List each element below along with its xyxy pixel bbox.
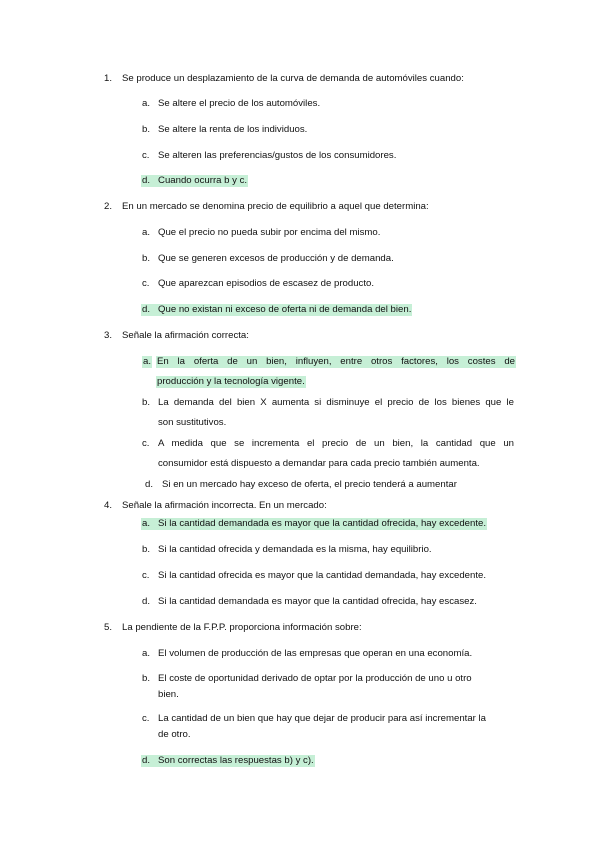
q5-option-c-line1: La cantidad de un bien que hay que dejar de producir para así incrementar la xyxy=(158,713,487,724)
q3-option-d-letter: d. xyxy=(145,479,154,490)
question-1-number: 1. xyxy=(104,73,113,84)
q1-option-b: Se altere la renta de los individuos. xyxy=(158,124,308,135)
q5-option-b-line2: bien. xyxy=(158,689,179,700)
q1-option-a-letter: a. xyxy=(142,98,151,109)
q5-option-c-letter: c. xyxy=(142,713,150,724)
question-1-text: Se produce un desplazamiento de la curva de demanda de automóviles cuando: xyxy=(122,73,464,84)
q2-option-d-highlight xyxy=(141,304,412,316)
q3-option-a-line1: En la oferta de un bien, influyen, entre otros factores, los costes de xyxy=(157,356,515,367)
q1-option-a: Se altere el precio de los automóviles. xyxy=(158,98,321,109)
question-3-number: 3. xyxy=(104,330,113,341)
q2-option-b: Que se generen excesos de producción y de demanda. xyxy=(158,253,394,264)
q4-option-d-letter: d. xyxy=(142,596,151,607)
question-3-text: Señale la afirmación correcta: xyxy=(122,330,249,341)
question-5-number: 5. xyxy=(104,622,113,633)
question-4-number: 4. xyxy=(104,500,113,511)
q3-option-b-line2: son sustitutivos. xyxy=(158,417,227,428)
q2-option-b-letter: b. xyxy=(142,253,151,264)
q5-option-a-letter: a. xyxy=(142,648,151,659)
q5-option-b-line1: El coste de oportunidad derivado de optar por la producción de uno u otro xyxy=(158,673,472,684)
q1-option-d-highlight xyxy=(141,175,248,187)
q1-option-c: Se alteren las preferencias/gustos de los consumidores. xyxy=(158,150,397,161)
q5-option-a: El volumen de producción de las empresas que operan en una economía. xyxy=(158,648,473,659)
q5-option-b-letter: b. xyxy=(142,673,151,684)
q3-option-b-line1: La demanda del bien X aumenta si disminuye el precio de los bienes que le xyxy=(158,397,514,408)
q4-option-a-highlight xyxy=(141,518,487,530)
q5-option-d-letter: d. xyxy=(142,755,151,766)
q5-option-d-highlight xyxy=(141,755,315,767)
q4-option-b-letter: b. xyxy=(142,544,151,555)
q1-option-c-letter: c. xyxy=(142,150,150,161)
q2-option-c: Que aparezcan episodios de escasez de producto. xyxy=(158,278,374,289)
q1-option-b-letter: b. xyxy=(142,124,151,135)
q5-option-c-line2: de otro. xyxy=(158,729,191,740)
q4-option-a-letter: a. xyxy=(142,518,151,529)
question-2-number: 2. xyxy=(104,201,113,212)
q2-option-d: Que no existan ni exceso de oferta ni de demanda del bien. xyxy=(158,304,412,315)
q1-option-d: Cuando ocurra b y c. xyxy=(158,175,248,186)
q4-option-d: Si la cantidad demandada es mayor que la cantidad ofrecida, hay escasez. xyxy=(158,596,477,607)
q3-option-c-line1: A medida que se incrementa el precio de un bien, la cantidad que un xyxy=(158,438,514,449)
q2-option-a: Que el precio no pueda subir por encima del mismo. xyxy=(158,227,381,238)
q2-option-a-letter: a. xyxy=(142,227,151,238)
q1-option-d-letter: d. xyxy=(142,175,151,186)
q4-option-b: Si la cantidad ofrecida y demandada es la misma, hay equilibrio. xyxy=(158,544,432,555)
question-2-text: En un mercado se denomina precio de equilibrio a aquel que determina: xyxy=(122,201,429,212)
q3-option-a-letter: a. xyxy=(143,356,152,367)
q4-option-c: Si la cantidad ofrecida es mayor que la cantidad demandada, hay excedente. xyxy=(158,570,487,581)
question-4-text: Señale la afirmación incorrecta. En un mercado: xyxy=(122,500,327,511)
q2-option-c-letter: c. xyxy=(142,278,150,289)
q3-option-a-line2: producción y la tecnología vigente. xyxy=(157,376,305,387)
q4-option-a: Si la cantidad demandada es mayor que la cantidad ofrecida, hay excedente. xyxy=(158,518,487,529)
q3-option-d: Si en un mercado hay exceso de oferta, el precio tenderá a aumentar xyxy=(162,479,457,490)
q4-option-c-letter: c. xyxy=(142,570,150,581)
question-5-text: La pendiente de la F.P.P. proporciona información sobre: xyxy=(122,622,362,633)
q3-option-c-letter: c. xyxy=(142,438,150,449)
q5-option-d: Son correctas las respuestas b) y c). xyxy=(158,755,314,766)
q3-option-b-letter: b. xyxy=(142,397,151,408)
q2-option-d-letter: d. xyxy=(142,304,151,315)
q3-option-c-line2: consumidor está dispuesto a demandar para cada precio también aumenta. xyxy=(158,458,480,469)
